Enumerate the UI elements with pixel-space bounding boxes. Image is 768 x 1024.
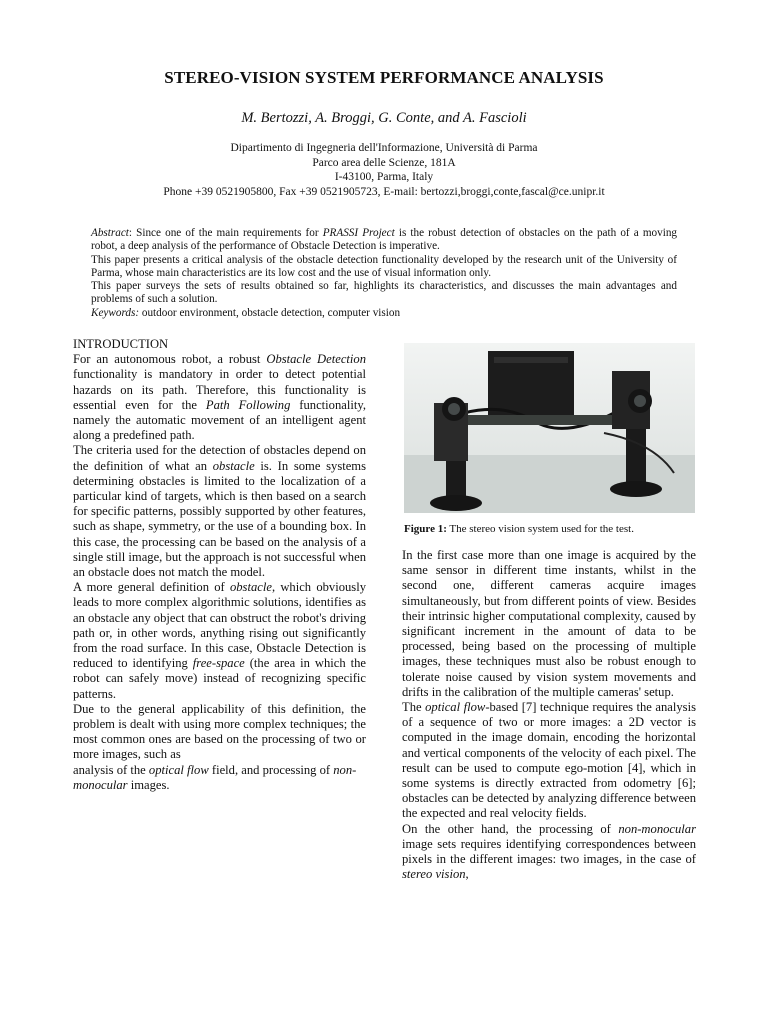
body-paragraph: For an autonomous robot, a robust Obstacle Detection functionality is mandatory in order to detect potential hazards on its path. Therefore, this functionality is essential even for the Path Following functionality, namely the automatic movement of an intelligent agent along a predefined path.: [73, 352, 366, 443]
abstract-paragraph: This paper surveys the sets of results obtained so far, highlights its characteristics, and discusses the main advantages and problems of such a solution.: [91, 280, 677, 306]
right-column: [402, 548, 696, 882]
abstract: [91, 227, 677, 320]
body-paragraph: On the other hand, the processing of non-monocular image sets requires identifying correspondences between pixels in the different images: two images, in the case of stereo vision,: [402, 821, 696, 882]
abstract-paragraph: Abstract: Since one of the main requirements for PRASSI Project is the robust detection of obstacles on the path of a moving robot, a deep analysis of the performance of Obstacle Detection is imperative.: [91, 227, 678, 253]
body-paragraph: A more general definition of obstacle, which obviously leads to more complex algorithmic solutions, identifies as an obstacle any object that can obstruct the robot's driving path or, in other words, anything rising out significantly from the road surface. In this case, Obstacle Detection is reduced to identifying free-space (the area in which the robot can safely move) instead of recognizing specific patterns.: [73, 580, 367, 701]
paper-title: STEREO-VISION SYSTEM PERFORMANCE ANALYSIS: [164, 68, 604, 87]
body-paragraph: The optical flow-based [7] technique requires the analysis of a sequence of two or more images: a 2D vector is computed in the image domain, encoding the horizontal and vertical components of the velocity of each pixel. The result can be used to compute ego-motion [4], which in some systems is directly extracted from odometry [6]; obstacles can be detected by analyzing difference between the expected and real velocity fields.: [402, 700, 696, 821]
stereo-camera-rig-illustration: [404, 343, 695, 513]
figure-stereo-vision-photo: [404, 343, 695, 513]
figure-caption: Figure 1: The stereo vision system used for the test.: [404, 523, 634, 535]
keywords: Keywords: outdoor environment, obstacle detection, computer vision: [91, 306, 401, 319]
affiliation-contact: Phone +39 0521905800, Fax +39 0521905723, E-mail: bertozzi,broggi,conte,fascal@ce.unipr.it: [163, 185, 605, 198]
keywords-label: Keywords:: [91, 306, 140, 319]
affiliation-department: Dipartimento di Ingegneria dell'Informazione, Università di Parma: [230, 142, 538, 154]
affiliation-address: Parco area delle Scienze, 181A: [312, 156, 456, 169]
left-column: [73, 337, 366, 793]
section-heading-introduction: INTRODUCTION: [73, 337, 169, 351]
body-paragraph: analysis of the optical flow field, and processing of non-monocular images.: [73, 762, 357, 792]
abstract-paragraph: This paper presents a critical analysis of the obstacle detection functionality developed by the research unit of the University of Parma, whose main characteristics are its low cost and the use of visual information only.: [91, 253, 677, 279]
affiliation-city: I-43100, Parma, Italy: [334, 171, 434, 184]
body-paragraph: Due to the general applicability of this definition, the problem is dealt with using more complex techniques; the most common ones are based on the processing of two or more images, such as: [73, 701, 366, 762]
body-paragraph: The criteria used for the detection of obstacles depend on the definition of what an obstacle is. In some systems determining obstacles is limited to the localization of a particular kind of targets, which is then based on a search for specific patterns, possibly supported by other features, such as shape, symmetry, or the use of a bounding box. In this case, the processing can be based on the analysis of a single still image, but the approach is not successful when an obstacle does not match the model.: [73, 443, 367, 580]
figure-label: Figure 1:: [404, 523, 447, 535]
affiliation-block: [0, 141, 768, 199]
paper-authors: M. Bertozzi, A. Broggi, G. Conte, and A. Fascioli: [241, 110, 527, 126]
body-paragraph: In the first case more than one image is acquired by the same sensor in different time instants, whilst in the second one, different cameras acquire images simultaneously, but from different points of view. Besides their intrinsic higher computational complexity, caused by significant increment in the amount of data to be processed, being based on the processing of multiple images, these techniques must also be robust enough to tolerate noise caused by vision system movements and drifts in the calibration of the multiple cameras' setup.: [402, 548, 696, 699]
abstract-label: Abstract: [91, 227, 129, 239]
